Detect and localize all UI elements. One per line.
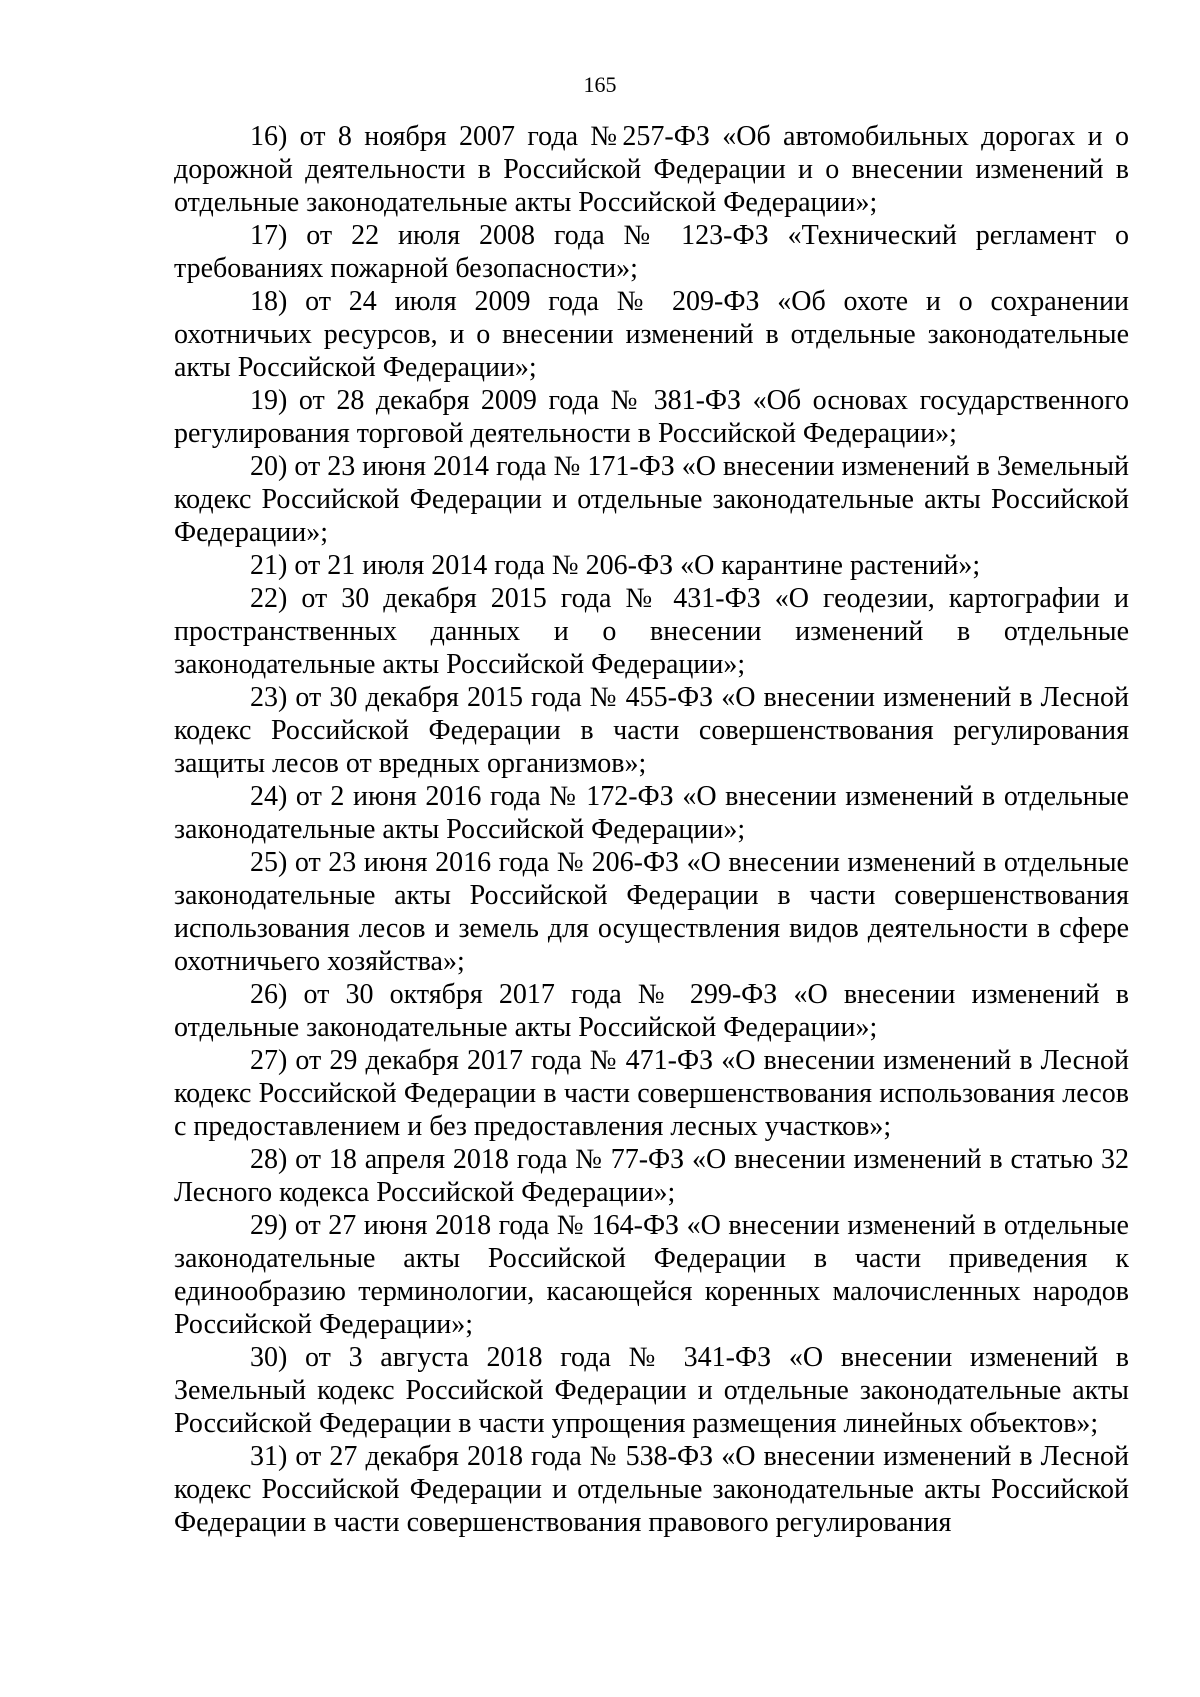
law-list-item: 30) от 3 августа 2018 года № 341-ФЗ «О внесении изменений в Земельный кодекс Российской Федерации и отдельные законодательные акты Российской Федерации в части упрощения размещения линейных объектов»; [174,1342,1129,1439]
law-list-item: 22) от 30 декабря 2015 года № 431-ФЗ «О геодезии, картографии и пространственных данных и о внесении изменений в отдельные законодательные акты Российской Федерации»; [174,583,1129,680]
law-list-item: 23) от 30 декабря 2015 года № 455-ФЗ «О внесении изменений в Лесной кодекс Российской Федерации в части совершенствования регулирования защиты лесов от вредных организмов»; [174,682,1129,779]
law-list-item: 25) от 23 июня 2016 года № 206-ФЗ «О внесении изменений в отдельные законодательные акты Российской Федерации в части совершенствования использования лесов и земель для осуществления видов деятельности в сфере охотничьего хозяйства»; [174,847,1129,977]
law-list [174,120,1129,1539]
law-list-item: 29) от 27 июня 2018 года № 164-ФЗ «О внесении изменений в отдельные законодательные акты Российской Федерации в части приведения к единообразию терминологии, касающейся коренных малочисленных народов Российской Федерации»; [174,1210,1129,1340]
law-list-item: 26) от 30 октября 2017 года № 299-ФЗ «О внесении изменений в отдельные законодательные акты Российской Федерации»; [174,979,1129,1043]
law-list-item: 27) от 29 декабря 2017 года № 471-ФЗ «О внесении изменений в Лесной кодекс Российской Федерации в части совершенствования использования лесов с предоставлением и без предоставления лесных участков»; [174,1045,1129,1142]
law-list-item: 28) от 18 апреля 2018 года № 77-ФЗ «О внесении изменений в статью 32 Лесного кодекса Российской Федерации»; [174,1144,1129,1208]
page-number: 165 [583,72,617,97]
law-list-item: 21) от 21 июля 2014 года № 206-ФЗ «О карантине растений»; [250,550,981,581]
law-list-item: 19) от 28 декабря 2009 года № 381-ФЗ «Об основах государственного регулирования торговой деятельности в Российской Федерации»; [174,385,1129,449]
law-list-item: 31) от 27 декабря 2018 года № 538-ФЗ «О внесении изменений в Лесной кодекс Российской Федерации и отдельные законодательные акты Российской Федерации в части совершенствования правового регулирования [174,1441,1129,1538]
law-list-item: 24) от 2 июня 2016 года № 172-ФЗ «О внесении изменений в отдельные законодательные акты Российской Федерации»; [174,781,1129,845]
law-list-item: 20) от 23 июня 2014 года № 171-ФЗ «О внесении изменений в Земельный кодекс Российской Федерации и отдельные законодательные акты Российской Федерации»; [174,451,1130,548]
law-list-item: 17) от 22 июля 2008 года № 123-ФЗ «Технический регламент о требованиях пожарной безопасности»; [174,220,1129,284]
law-list-item: 16) от 8 ноября 2007 года №257-ФЗ «Об автомобильных дорогах и о дорожной деятельности в Российской Федерации и о внесении изменений в отдельные законодательные акты Российской Федерации»; [174,121,1129,218]
law-list-item: 18) от 24 июля 2009 года № 209-ФЗ «Об охоте и о сохранении охотничьих ресурсов, и о внесении изменений в отдельные законодательные акты Российской Федерации»; [174,286,1129,383]
